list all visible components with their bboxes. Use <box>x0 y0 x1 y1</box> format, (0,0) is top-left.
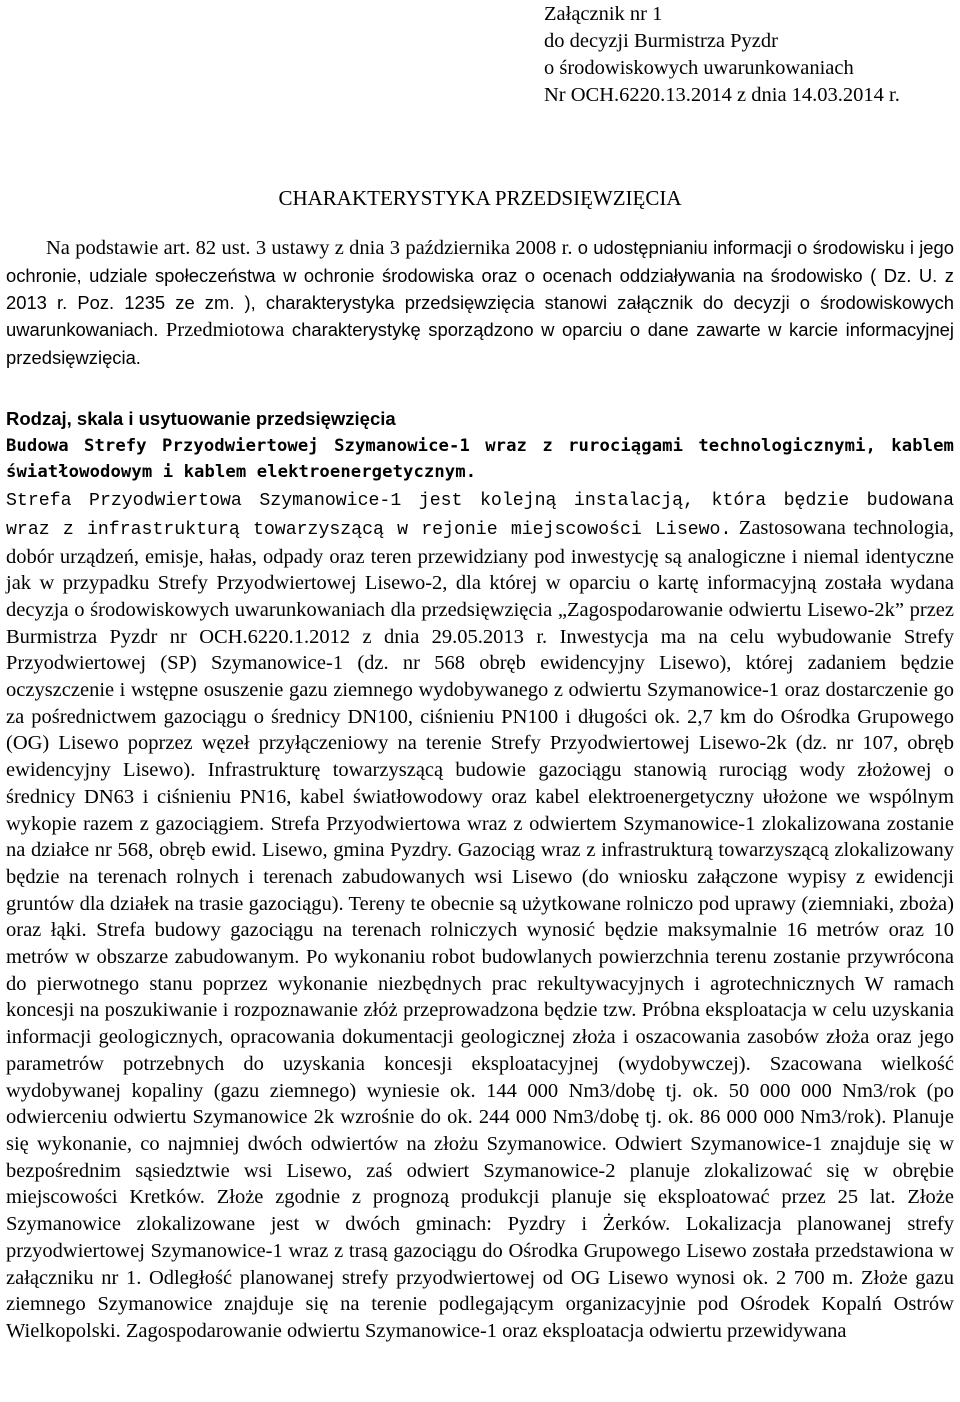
project-description <box>6 486 954 1345</box>
section-heading: Rodzaj, skala i usytuowanie przedsięwzięcia <box>6 408 396 429</box>
intro-body-serif: Przedmiotowa <box>158 319 285 341</box>
intro-legal-basis: Na podstawie art. 82 ust. 3 ustawy z dnia 3 października 2008 r. <box>46 237 573 259</box>
intro-body-end: charakterystykę sporządzono w oparciu o dane zawarte w karcie informacyjnej przedsięwzięcia. <box>6 319 954 368</box>
decision-number-date: Nr OCH.6220.13.2014 z dnia 14.03.2014 r. <box>544 84 900 106</box>
intro-body: o udostępnianiu informacji o środowisku i jego ochronie, udziale społeczeństwa w ochronie środowiska oraz o ocenach oddziaływania na środowisko ( Dz. U. z 2013 r. Poz. 1235 ze zm. ), charakterystyka przedsięwzięcia stanowi załącznik do decyzji o środowiskowych uwarunkowaniach. <box>6 237 954 340</box>
decision-issuer: do decyzji Burmistrza Pyzdr <box>544 30 778 52</box>
attachment-header <box>544 1 954 109</box>
description-intro: Strefa Przyodwiertowa Szymanowice-1 jest kolejną instalacją, która będzie budowana wraz z infrastrukturą towarzyszącą w rejonie miejscowości Lisewo. <box>6 491 954 540</box>
description-technology: Zastosowana technologia, dobór urządzeń, emisje, hałas, odpady oraz teren przewidziany pod inwestycję są analogiczne i niemal identyczne jak w przypadku Strefy Przyodwiertowej Lisewo-2, dla której w oparciu o kartę informacyjną została wydana decyzja o środowiskowych uwarunkowaniach dla przedsięwzięcia „Zagospodarowanie odwiertu Lisewo-2k” przez Burmistrza Pyzdr nr OCH.6220.1.2012 z dnia 29.05.2013 r. <box>6 516 954 648</box>
description-details: Infrastrukturę towarzyszącą budowie gazociągu stanowią rurociąg wody złożowej o średnicy DN63 i ciśnieniu PN16, kabel światłowodowy oraz kabel elektroenergetyczny ułożone we wspólnym wykopie razem z gazociągiem. Strefa Przyodwiertowa wraz z odwiertem Szymanowice-1 zlokalizowana zostanie na działce nr 568, obręb ewid. Lisewo, gmina Pyzdry. Gazociąg wraz z infrastrukturą towarzyszącą zlokalizowany będzie na terenach rolnych i terenach zabudowanych wsi Lisewo (do wniosku załączone wypisy z ewidencji gruntów dla działek na trasie gazociągu). Tereny te obecnie są użytkowane rolniczo pod uprawy (ziemniaki, zboża) oraz łąki. Strefa budowy gazociągu na terenach rolniczych wynosić będzie maksymalnie 16 metrów oraz 10 metrów w obszarze zabudowanym. Po wykonaniu robot budowlanych powierzchnia terenu zostanie przywrócona do pierwotnego stanu poprzez wykonanie niezbędnych prac rekultywacyjnych i agrotechnicznych W ramach koncesji na poszukiwanie i rozpoznawanie złóż przeprowadzona będzie tzw. Próbna eksploatacja w celu uzyskania informacji geologicznych, opracowania dokumentacji geologicznej złoża i oszacowania zasobów złoża oraz jego parametrów potrzebnych do uzyskania koncesji eksploatacyjnej (wydobywczej). Szacowana wielkość wydobywanej kopaliny (gazu ziemnego) wyniesie ok. 144 000 Nm3/dobę tj. ok. 50 000 000 Nm3/rok (po odwierceniu odwiertu Szymanowice 2k wzrośnie do ok. 244 000 Nm3/dobę tj. ok. 86 000 000 Nm3/rok). Planuje się wykonanie, co najmniej dwóch odwiertów na złożu Szymanowice. Odwiert Szymanowice-1 znajduje się w bezpośrednim sąsiedztwie wsi Lisewo, zaś odwiert Szymanowice-2 planuje zlokalizować się w obrębie miejscowości Kretków. Złoże zgodnie z prognozą produkcji planuje się eksploatować przez 25 lat. Złoże Szymanowice zlokalizowane jest w dwóch gminach: Pyzdry i Żerków. Lokalizacja planowanej strefy przyodwiertowej Szymanowice-1 wraz z trasą gazociągu do Ośrodka Grupowego Lisewo została przedstawiona w załączniku nr 1. Odległość planowanej strefy przyodwiertowej od OG Lisewo wynosi ok. 2 700 m. Złoże gazu ziemnego Szymanowice znajduje się na terenie podlegającym organizacyjnie pod Ośrodek Kopalń Ostrów Wielkopolski. Zagospodarowanie odwiertu Szymanowice-1 oraz eksploatacja odwiertu przewidywana <box>6 759 954 1342</box>
project-name: Budowa Strefy Przyodwiertowej Szymanowice-1 wraz z rurociągami technologicznymi, kablem światłowodowym i kablem elektroenergetycznym. <box>6 435 954 483</box>
intro-paragraph <box>6 234 954 371</box>
project-section <box>6 406 954 1345</box>
page-title: CHARAKTERYSTYKA PRZEDSIĘWZIĘCIA <box>278 186 682 210</box>
attachment-number: Załącznik nr 1 <box>544 3 663 25</box>
decision-subject: o środowiskowych uwarunkowaniach <box>544 57 854 79</box>
description-purpose: Inwestycja ma na celu wybudowanie Strefy Przyodwiertowej (SP) Szymanowice-1 (dz. nr 568 obręb ewidencyjny Lisewo), której zadaniem będzie oczyszczenie i wstępne osuszenie gazu ziemnego wydobywanego z odwiertu Szymanowice-1 oraz dostarczenie go za pośrednictwem gazociągu o średnicy DN100, ciśnieniu PN100 i długości ok. 2,7 km do Ośrodka Grupowego (OG) Lisewo poprzez węzeł przyłączeniowy na terenie Strefy Przyodwiertowej Lisewo-2k (dz. nr 107, obręb ewidencyjny Lisewo). <box>6 625 955 782</box>
